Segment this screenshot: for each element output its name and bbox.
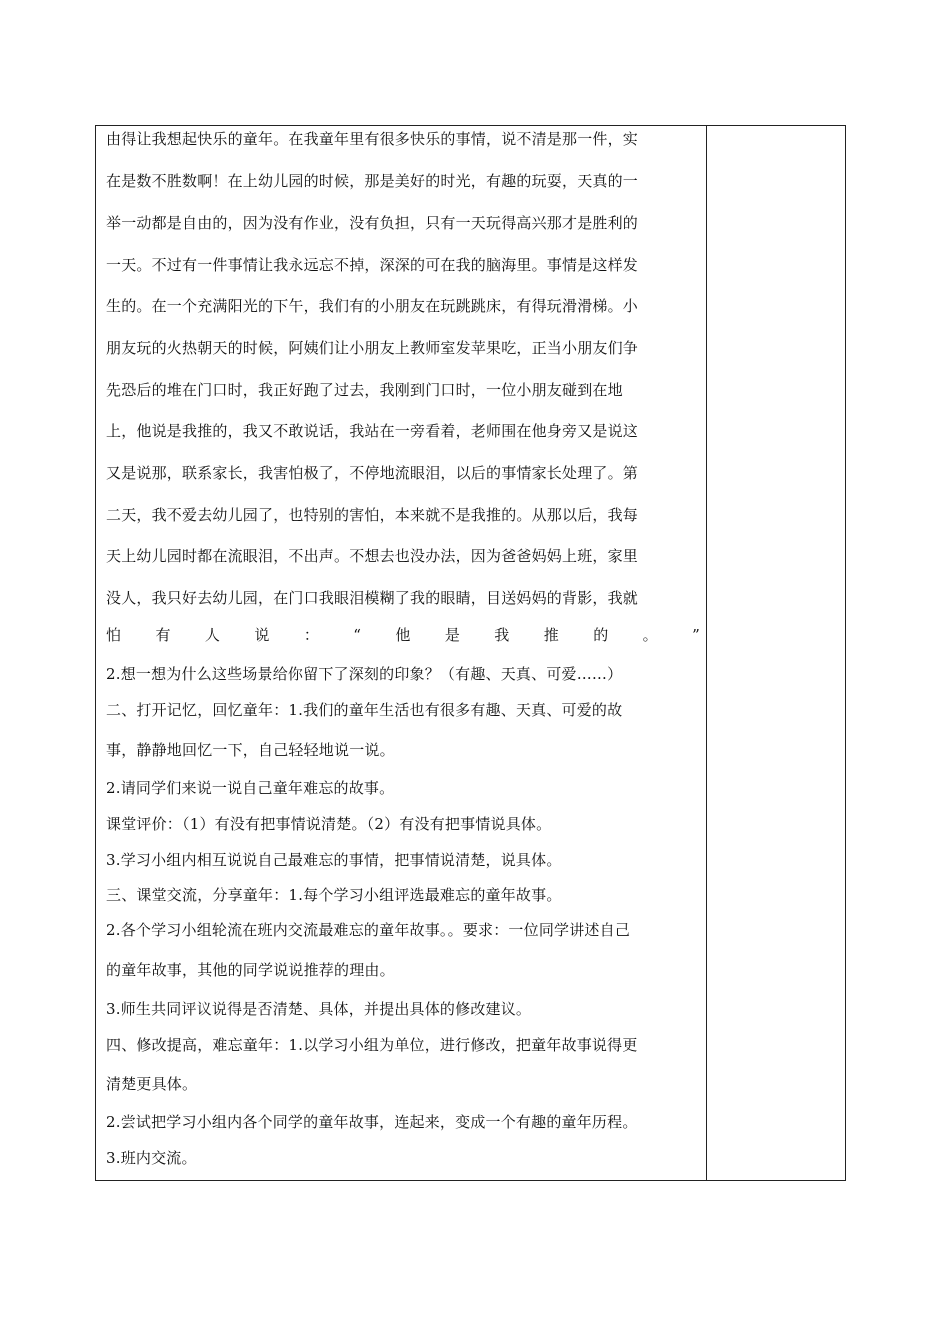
quote-char: 人 [204, 626, 221, 644]
text-line: 3.学习小组内相互说说自己最难忘的事情，把事情说清楚，说具体。 [106, 851, 562, 869]
text-line: 举一动都是自由的，因为没有作业，没有负担，只有一天玩得高兴那才是胜利的 [106, 214, 639, 232]
text-line: 生的。在一个充满阳光的下午，我们有的小朋友在玩跳跳床，有得玩滑滑梯。小 [106, 297, 639, 315]
text-line: 先恐后的堆在门口时，我正好跑了过去，我刚到门口时，一位小朋友碰到在地 [106, 381, 623, 399]
text-line: 由得让我想起快乐的童年。在我童年里有很多快乐的事情，说不清是那一件，实 [106, 130, 639, 148]
quote-char: 有 [155, 626, 171, 644]
text-line: 二天，我不爱去幼儿园了，也特别的害怕，本来就不是我推的。从那以后，我每 [106, 506, 639, 524]
text-line: 2.想一想为什么这些场景给你留下了深刻的印象？（有趣、天真、可爱……） [106, 665, 623, 683]
text-line: 2.各个学习小组轮流在班内交流最难忘的童年故事。。要求：一位同学讲述自己 [106, 921, 631, 939]
quote-char: 他 [395, 626, 411, 644]
quote-char: 是 [444, 626, 461, 644]
text-line: 三、课堂交流，分享童年：1.每个学习小组评选最难忘的童年故事。 [106, 886, 562, 904]
text-line: 没人，我只好去幼儿园，在门口我眼泪模糊了我的眼睛，目送妈妈的背影，我就 [106, 589, 639, 607]
quote-char: “ [353, 626, 362, 644]
text-line: 3.师生共同评议说得是否清楚、具体，并提出具体的修改建议。 [106, 1000, 532, 1018]
text-line: 又是说那，联系家长，我害怕极了，不停地流眼泪，以后的事情家长处理了。第 [106, 464, 639, 482]
text-line: 四、修改提高，难忘童年：1.以学习小组为单位，进行修改，把童年故事说得更 [106, 1036, 638, 1054]
lesson-table [95, 125, 846, 1181]
text-line: 在是数不胜数啊！在上幼儿园的时候，那是美好的时光，有趣的玩耍，天真的一 [106, 172, 639, 190]
quote-char: 说 [254, 626, 270, 644]
text-line: 天上幼儿园时都在流眼泪，不出声。不想去也没办法，因为爸爸妈妈上班，家里 [106, 547, 639, 565]
quote-char: 怕 [106, 626, 122, 644]
text-line: 2.尝试把学习小组内各个同学的童年故事，连起来，变成一个有趣的童年历程。 [106, 1113, 638, 1131]
text-line: 的童年故事，其他的同学说说推荐的理由。 [106, 961, 395, 979]
quote-char: 推 [543, 626, 559, 644]
text-line: 一天。不过有一件事情让我永远忘不掉，深深的可在我的脑海里。事情是这样发 [106, 256, 639, 274]
quote-char: 。 [642, 626, 658, 644]
text-line: 清楚更具体。 [106, 1075, 198, 1093]
quote-char: ” [692, 626, 700, 644]
quote-char: 我 [494, 626, 510, 644]
text-line: 2.请同学们来说一说自己童年难忘的故事。 [106, 779, 395, 797]
spaced-quote-line [106, 623, 700, 647]
text-line: 上，他说是我推的，我又不敢说话，我站在一旁看着，老师围在他身旁又是说这 [106, 422, 639, 440]
text-line: 事，静静地回忆一下，自己轻轻地说一说。 [106, 741, 395, 759]
quote-char: 的 [593, 626, 609, 644]
notes-cell [707, 126, 845, 1180]
text-line: 二、打开记忆，回忆童年：1.我们的童年生活也有很多有趣、天真、可爱的故 [106, 701, 623, 719]
text-line: 3.班内交流。 [106, 1149, 197, 1167]
text-line: 课堂评价：（1）有没有把事情说清楚。（2）有没有把事情说具体。 [106, 815, 552, 833]
text-line: 朋友玩的火热朝天的时候，阿姨们让小朋友上教师室发苹果吃，正当小朋友们争 [106, 339, 639, 357]
quote-char: ： [303, 626, 320, 644]
